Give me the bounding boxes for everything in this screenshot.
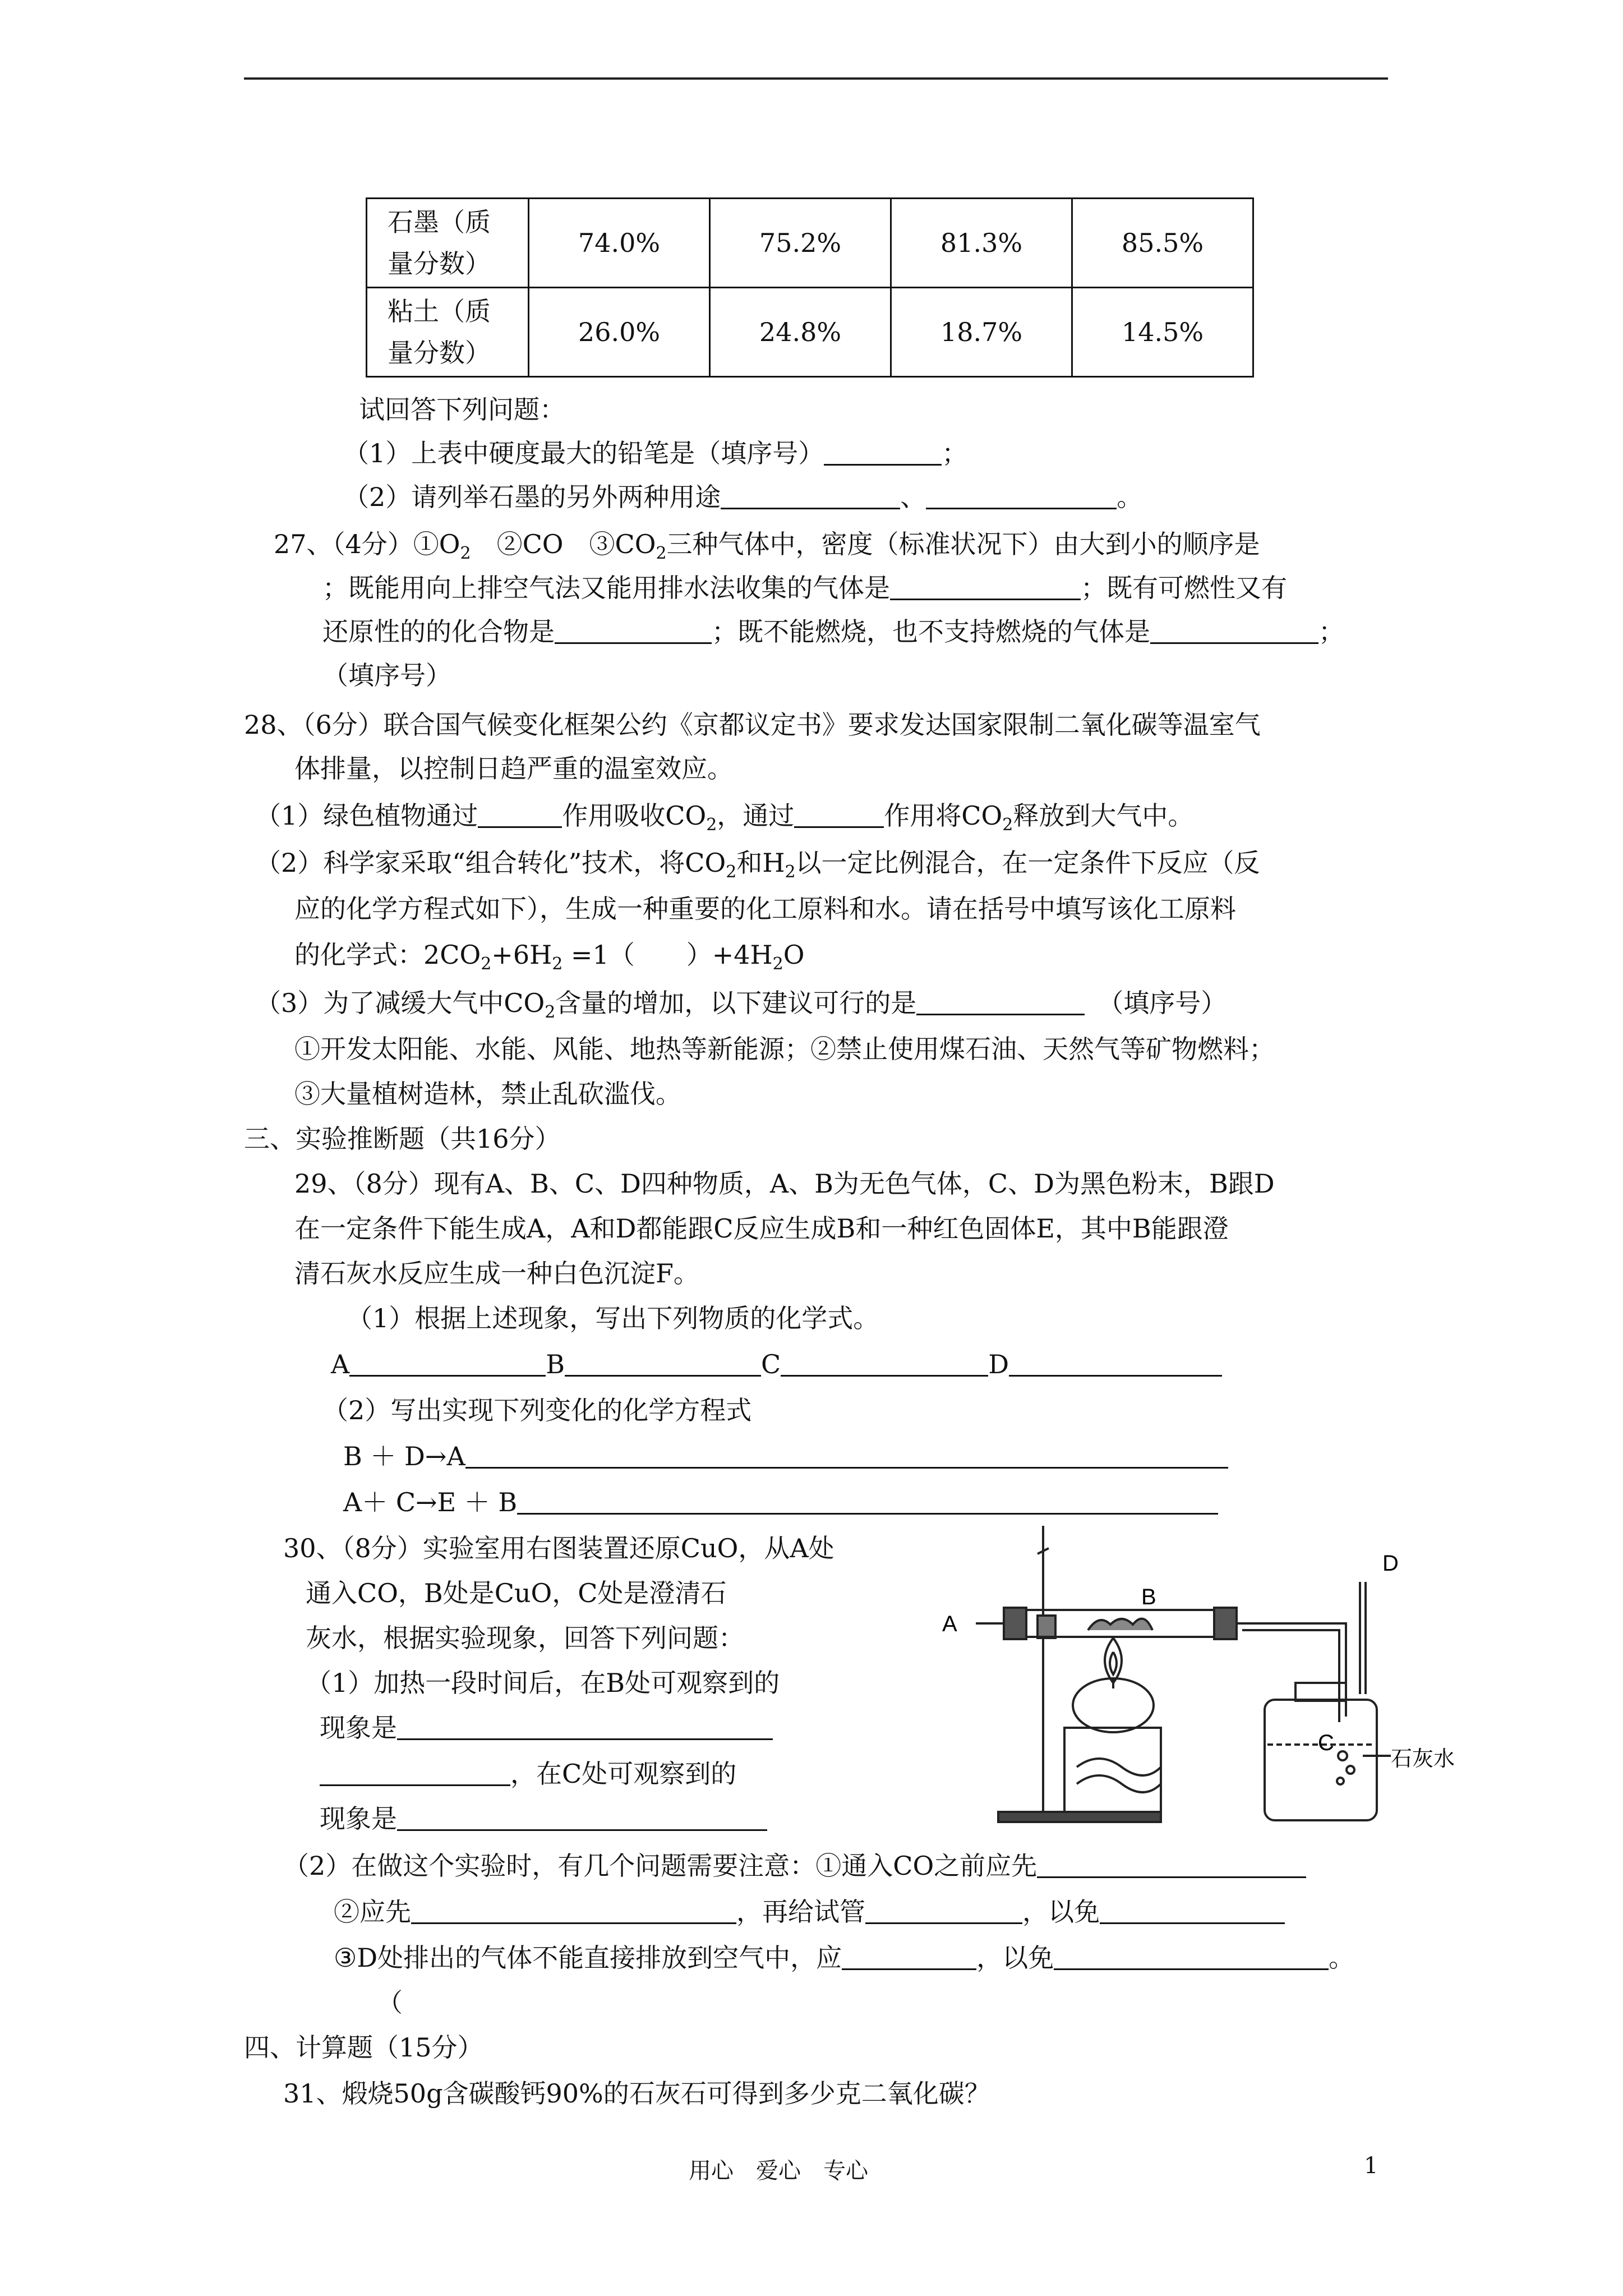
answer-blank[interactable] bbox=[721, 482, 900, 509]
answer-blank[interactable] bbox=[1100, 1897, 1285, 1924]
q28-part2-line1: （2）科学家采取“组合转化”技术，将$CO_2$和$H_2$以一定比例混合，在一定条件下反应（反 bbox=[255, 848, 1260, 882]
answer-blank[interactable] bbox=[1150, 616, 1318, 644]
answer-blank[interactable] bbox=[517, 1487, 1218, 1515]
answer-blank[interactable] bbox=[842, 1943, 976, 1970]
q28-line1: 28、（6分）联合国气候变化框架公约《京都议定书》要求发达国家限制二氧化碳等温室气 bbox=[244, 710, 1261, 740]
table-cell: 81.3% bbox=[891, 199, 1072, 288]
answer-blank[interactable] bbox=[781, 1349, 988, 1377]
q28-part2-equation: 的化学式：$2CO_2+6H_2 =1$（ ）$+4H_2O$ bbox=[294, 940, 805, 974]
answer-blank[interactable] bbox=[824, 438, 942, 466]
q29-formula-blanks: A B C D bbox=[331, 1347, 1222, 1381]
q27-line2: ；既能用向上排空气法又能用排水法收集的气体是 ；既有可燃性又有 bbox=[322, 573, 1287, 603]
q27-line1: 27、（4分）$①O_2$ ②CO $③CO_2$三种气体中，密度（标准状况下）由大到小的顺序是 bbox=[274, 529, 1260, 563]
header-rule bbox=[244, 77, 1388, 80]
q29-part1: （1）根据上述现象，写出下列物质的化学式。 bbox=[347, 1303, 879, 1333]
answer-blank[interactable] bbox=[397, 1803, 767, 1831]
q29-equation2: A＋ C→E ＋ B bbox=[343, 1485, 1218, 1519]
section-heading: 四、计算题（15分） bbox=[244, 2032, 483, 2063]
answer-blank[interactable] bbox=[397, 1713, 773, 1740]
q29-line3: 清石灰水反应生成一种白色沉淀F。 bbox=[294, 1258, 699, 1289]
answer-blank[interactable] bbox=[926, 482, 1117, 509]
q28-part2-line2: 应的化学方程式如下），生成一种重要的化工原料和水。请在括号中填写该化工原料 bbox=[294, 894, 1236, 924]
pencil-composition-table bbox=[366, 197, 1254, 378]
table-cell: 85.5% bbox=[1072, 199, 1253, 288]
answer-blank[interactable] bbox=[320, 1759, 510, 1786]
q30-part2-line2: ②应先 ，再给试管 ，以免 bbox=[334, 1895, 1285, 1929]
q30-part2-line3: ③D处排出的气体不能直接排放到空气中，应 ，以免 。 bbox=[334, 1943, 1355, 1973]
answer-blank[interactable] bbox=[1054, 1943, 1329, 1970]
answer-blank[interactable] bbox=[1037, 1851, 1306, 1878]
q29-equation1: B ＋ D→A bbox=[343, 1439, 1228, 1473]
label-a: A bbox=[942, 1612, 957, 1636]
q29-part2: （2）写出实现下列变化的化学方程式 bbox=[322, 1395, 752, 1425]
answer-blank[interactable] bbox=[1009, 1349, 1222, 1377]
q28-part1: （1）绿色植物通过 作用吸收$CO_2$，通过 作用将$CO_2$释放到大气中。 bbox=[255, 800, 1194, 835]
table-cell: 75.2% bbox=[710, 199, 891, 288]
label-limewater: 石灰水 bbox=[1391, 1746, 1455, 1771]
q30-line6: ，在C处可观察到的 bbox=[320, 1757, 736, 1791]
q27-line4: （填序号） bbox=[322, 660, 451, 691]
q30-line5: 现象是 bbox=[320, 1711, 773, 1745]
q30-line1: 30、（8分）实验室用右图装置还原CuO，从A处 bbox=[283, 1533, 834, 1563]
table-row bbox=[367, 288, 1253, 377]
table-cell: 26.0% bbox=[529, 288, 710, 377]
answer-blank[interactable] bbox=[411, 1897, 736, 1924]
q28-options-line2: ③大量植树造林，禁止乱砍滥伐。 bbox=[294, 1079, 681, 1109]
table-cell: 18.7% bbox=[891, 288, 1072, 377]
q28-options-line1: ①开发太阳能、水能、风能、地热等新能源；②禁止使用煤石油、天然气等矿物燃料； bbox=[294, 1034, 1275, 1064]
page-number: 1 bbox=[1364, 2153, 1378, 2179]
answer-blank[interactable] bbox=[349, 1349, 546, 1377]
answer-blank[interactable] bbox=[916, 988, 1085, 1015]
label-c: C bbox=[1318, 1731, 1334, 1755]
q30-line7: 现象是 bbox=[320, 1802, 767, 1835]
section-heading: 三、实验推断题（共16分） bbox=[244, 1124, 561, 1154]
answer-blank[interactable] bbox=[565, 1349, 761, 1377]
answer-blank[interactable] bbox=[478, 800, 562, 828]
footer-motto: 用心 爱心 专心 bbox=[689, 2158, 868, 2184]
q30-line3: 灰水，根据实验现象，回答下列问题： bbox=[306, 1623, 744, 1653]
label-d: D bbox=[1382, 1551, 1399, 1576]
stray-paren: （ bbox=[377, 1987, 403, 2018]
answer-blank[interactable] bbox=[865, 1897, 1022, 1924]
q28-line2: 体排量，以控制日趋严重的温室效应。 bbox=[294, 753, 733, 784]
row-header: 石墨（质 量分数） bbox=[367, 199, 529, 288]
q30-line2: 通入CO，B处是CuO，C处是澄清石 bbox=[306, 1578, 727, 1608]
q30-line4: （1）加热一段时间后，在B处可观察到的 bbox=[306, 1668, 780, 1698]
table-cell: 24.8% bbox=[710, 288, 891, 377]
answer-blank[interactable] bbox=[555, 616, 712, 644]
answer-blank[interactable] bbox=[794, 800, 884, 828]
table-row bbox=[367, 199, 1253, 288]
q30-part2-line1: （2）在做这个实验时，有几个问题需要注意：①通入CO之前应先 bbox=[283, 1849, 1306, 1883]
answer-blank[interactable] bbox=[890, 573, 1081, 600]
label-b: B bbox=[1141, 1585, 1156, 1609]
q26-intro: 试回答下列问题： bbox=[359, 394, 565, 425]
q29-line2: 在一定条件下能生成A，A和D都能跟C反应生成B和一种红色固体E，其中B能跟澄 bbox=[294, 1213, 1229, 1244]
q29-line1: 29、（8分）现有A、B、C、D四种物质，A、B为无色气体，C、D为黑色粉末，B跟D bbox=[294, 1168, 1275, 1199]
answer-blank[interactable] bbox=[465, 1441, 1228, 1469]
q27-line3: 还原性的的化合物是 ；既不能燃烧，也不支持燃烧的气体是 ； bbox=[322, 616, 1344, 647]
row-header: 粘土（质 量分数） bbox=[367, 288, 529, 377]
q26-part2: （2）请列举石墨的另外两种用途 、 。 bbox=[343, 482, 1143, 512]
table-cell: 14.5% bbox=[1072, 288, 1253, 377]
q31-question: 31、煅烧50g含碳酸钙90%的石灰石可得到多少克二氧化碳？ bbox=[283, 2078, 990, 2109]
q26-part1: （1）上表中硬度最大的铅笔是（填序号） ； bbox=[343, 438, 968, 468]
co-reduction-apparatus-figure bbox=[931, 1520, 1455, 1834]
q28-part3: （3）为了减缓大气中$CO_2$含量的增加，以下建议可行的是 （填序号） bbox=[255, 988, 1227, 1022]
table-cell: 74.0% bbox=[529, 199, 710, 288]
